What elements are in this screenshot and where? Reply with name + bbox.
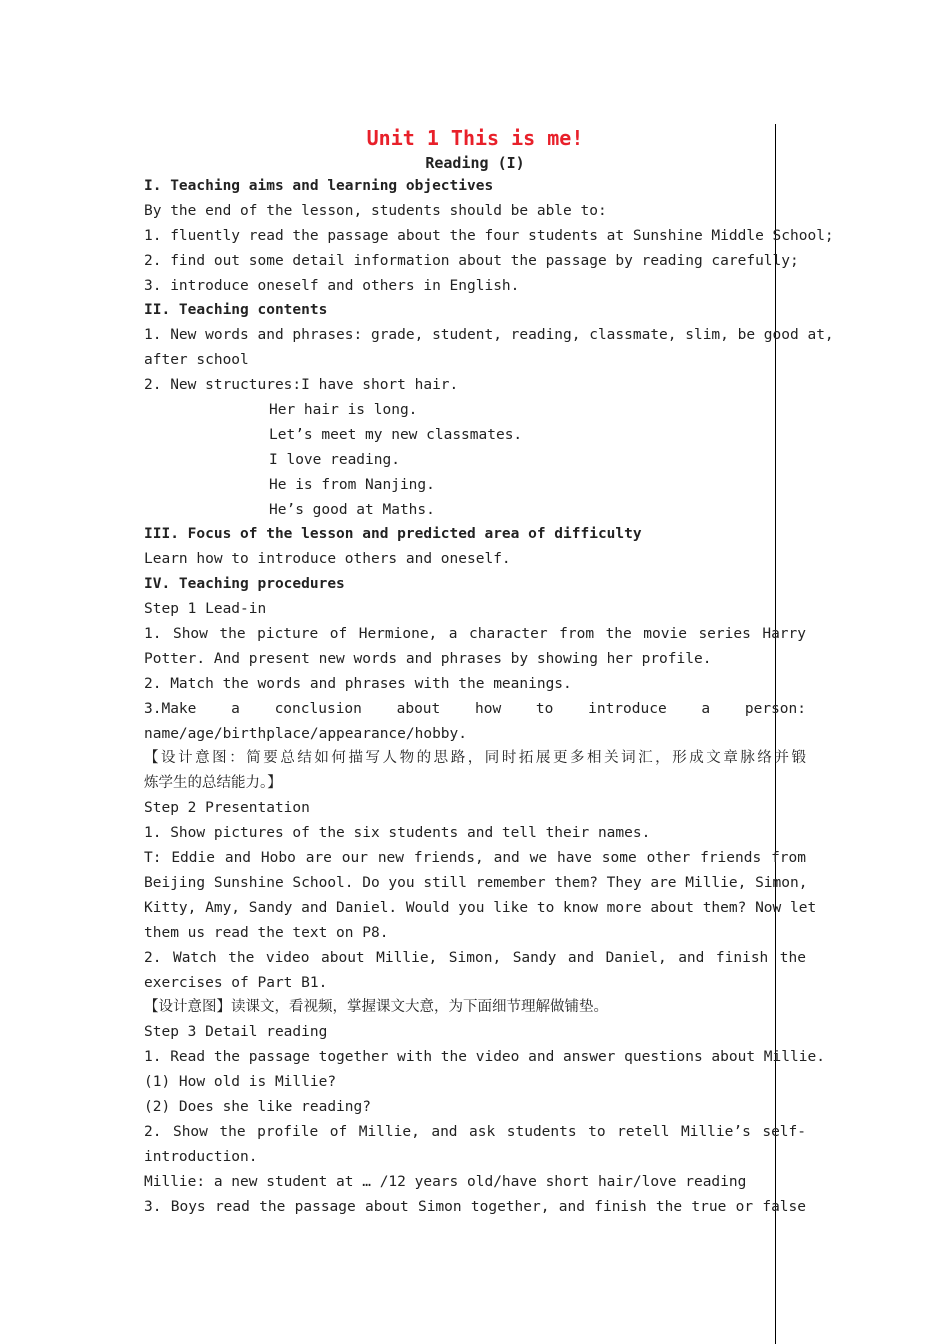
text-line: Let’s meet my new classmates. [269,426,523,443]
text-line: Millie: a new student at … /12 years old/have short hair/love reading [144,1173,747,1190]
text-line: them us read the text on P8. [144,924,389,941]
text-line: (1) How old is Millie? [144,1074,337,1091]
text-line: 1. Read the passage together with the video and answer questions about Millie. [144,1049,825,1066]
text-line: 【设计意图】读课文，看视频，掌握课文大意，为下面细节理解做铺垫。 [144,999,608,1016]
text-line: 2. Match the words and phrases with the meanings. [144,675,572,692]
section-heading: III. Focus of the lesson and predicted area of difficulty [144,526,642,543]
section-heading: IV. Teaching procedures [144,576,345,593]
text-line: 3.Make a conclusion about how to introduce a person: [144,700,806,717]
text-line: 1. fluently read the passage about the four students at Sunshine Middle School; [144,227,834,244]
text-line: Learn how to introduce others and oneself. [144,551,511,568]
text-line: Step 2 Presentation [144,800,310,817]
page-title: Unit 1 This is me! [366,126,584,150]
text-line: 3. Boys read the passage about Simon together, and finish the true or false [144,1198,806,1215]
text-line: (2) Does she like reading? [144,1098,371,1115]
text-line: 2. New structures:I have short hair. [144,377,459,394]
text-line: 2. find out some detail information about the passage by reading carefully; [144,252,799,269]
text-line: T: Eddie and Hobo are our new friends, and we have some other friends from [144,850,806,867]
text-line: 1. New words and phrases: grade, student, reading, classmate, slim, be good at, [144,327,834,344]
text-line: I love reading. [269,451,400,468]
text-line: Potter. And present new words and phrases by showing her profile. [144,650,712,667]
text-line: 1. Show pictures of the six students and tell their names. [144,825,651,842]
section-heading: II. Teaching contents [144,302,328,319]
text-line: Kitty, Amy, Sandy and Daniel. Would you like to know more about them? Now let [144,899,817,916]
text-line: name/age/birthplace/appearance/hobby. [144,725,468,742]
text-line: Her hair is long. [269,402,418,419]
text-lines [144,174,834,1219]
section-heading: I. Teaching aims and learning objectives [144,178,494,194]
text-line: exercises of Part B1. [144,974,328,991]
text-line: 炼学生的总结能力。】 [144,775,282,792]
text-line: 【设计意图：简要总结如何描写人物的思路，同时拓展更多相关词汇，形成文章脉络并锻 [144,750,806,767]
text-line: Beijing Sunshine School. Do you still remember them? They are Millie, Simon, [144,874,808,891]
text-line: Step 3 Detail reading [144,1024,328,1041]
text-line: He’s good at Maths. [269,501,435,518]
page-subtitle: Reading (I) [425,154,525,172]
text-line: 2. Watch the video about Millie, Simon, Sandy and Daniel, and finish the [144,949,806,966]
text-line: 3. introduce oneself and others in English. [144,277,520,294]
document-body [144,124,834,1219]
text-line: 1. Show the picture of Hermione, a character from the movie series Harry [144,626,806,643]
text-line: introduction. [144,1148,258,1165]
text-line: By the end of the lesson, students should be able to: [144,202,607,219]
text-line: He is from Nanjing. [269,476,435,493]
text-line: Step 1 Lead-in [144,601,267,618]
text-line: 2. Show the profile of Millie, and ask students to retell Millie’s self- [144,1123,806,1140]
text-line: after school [144,352,249,369]
